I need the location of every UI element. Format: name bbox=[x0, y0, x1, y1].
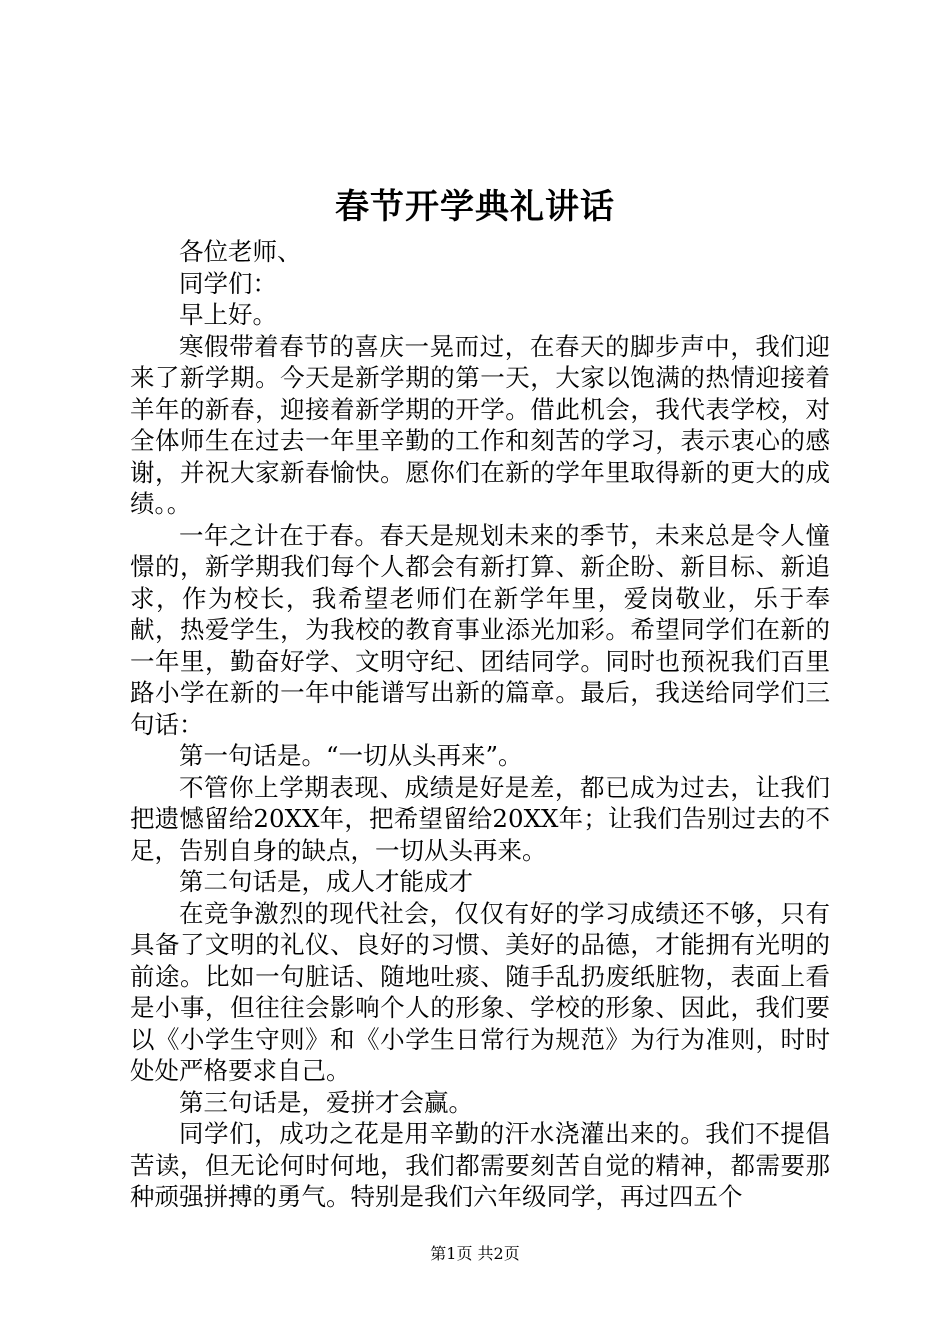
document-title: 春节开学典礼讲话 bbox=[335, 187, 615, 227]
paragraph-first-point: 第一句话是。“一切从头再来”。 bbox=[179, 741, 523, 770]
paragraph-third-point: 第三句话是，爱拼才会赢。 bbox=[179, 1087, 473, 1117]
paragraph-second-point: 第二句话是，成人才能成才 bbox=[179, 867, 473, 896]
paragraph-greeting: 早上好。 bbox=[179, 300, 277, 329]
paragraph-salutation-students: 同学们： bbox=[179, 268, 277, 298]
paragraph-third-detail: 同学们，成功之花是用辛勤的汗水浇灌出来的。我们不提倡苦读，但无论何时何地，我们都需要刻苦自觉的精神，都需要那种顽强拼搏的勇气。特别是我们六年级同学，再过四五个 bbox=[130, 1119, 830, 1211]
document-body bbox=[130, 236, 830, 1213]
paragraph-salutation-teachers: 各位老师、 bbox=[179, 237, 302, 266]
paragraph-second-detail: 在竞争激烈的现代社会，仅仅有好的学习成绩还不够，只有具备了文明的礼仪、良好的习惯、美好的品德，才能拥有光明的前途。比如一句脏话、随地吐痰、随手乱扔废纸脏物，表面上看是小事，但往往会影响个人的形象、学校的形象、因此，我们要以《小学生守则》和《小学生日常行为规范》为行为准则，时时处处严格要求自己。 bbox=[130, 898, 830, 1085]
paragraph-intro: 寒假带着春节的喜庆一晃而过，在春天的脚步声中，我们迎来了新学期。今天是新学期的第一天，大家以饱满的热情迎接着羊年的新春，迎接着新学期的开学。借此机会，我代表学校，对全体师生在过去一年里辛勤的工作和刻苦的学习，表示衷心的感谢，并祝大家新春愉快。愿你们在新的学年里取得新的更大的成绩。。 bbox=[130, 331, 830, 518]
paragraph-first-detail: 不管你上学期表现、成绩是好是差，都已成为过去，让我们把遗憾留给20XX年，把希望留给20XX年；让我们告别过去的不足，告别自身的缺点，一切从头再来。 bbox=[130, 772, 830, 865]
page-footer: 第1页 共2页 bbox=[430, 1244, 520, 1263]
paragraph-spring-plan: 一年之计在于春。春天是规划未来的季节，未来总是令人憧憬的，新学期我们每个人都会有新打算、新企盼、新目标、新追求，作为校长，我希望老师们在新学年里，爱岗敬业，乐于奉献，热爱学生，为我校的教育事业添光加彩。希望同学们在新的一年里，勤奋好学、文明守纪、团结同学。同时也预祝我们百里路小学在新的一年中能谱写出新的篇章。最后，我送给同学们三句话： bbox=[130, 520, 830, 739]
